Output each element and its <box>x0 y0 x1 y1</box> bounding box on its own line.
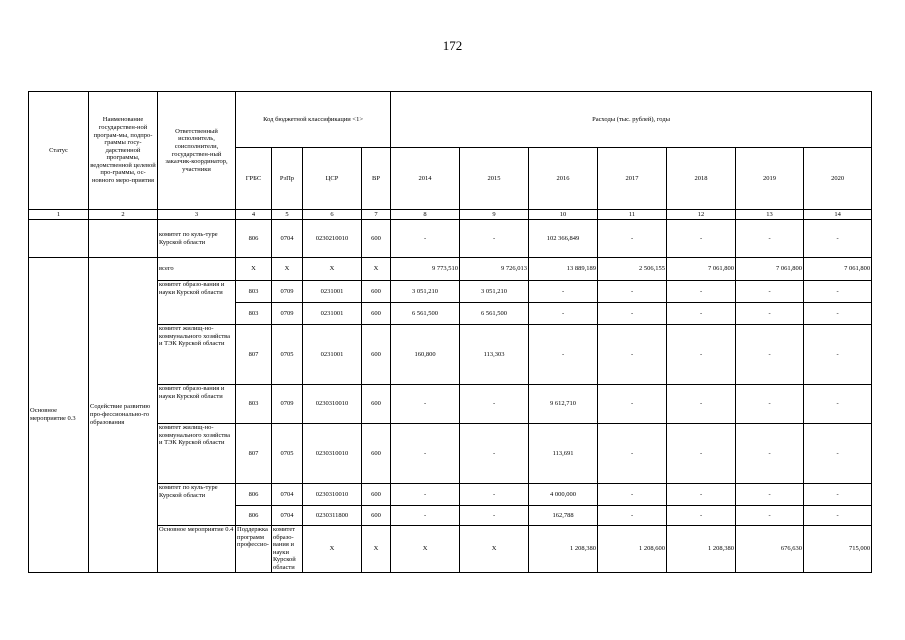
value-cell: - <box>667 281 736 303</box>
value-cell: - <box>736 220 804 258</box>
grbs-cell: 806 <box>236 506 272 526</box>
csr-cell: 0231001 <box>303 303 362 325</box>
value-cell: - <box>736 325 804 385</box>
header-name: Наименование государствен-ной програм-мы, подпро-граммы госу-дарственной программы, ведомственной целевой про-граммы, ос-новного меро-приятия <box>89 92 158 210</box>
vr-cell: 600 <box>362 303 391 325</box>
grbs-cell: 807 <box>236 424 272 484</box>
value-cell: - <box>598 325 667 385</box>
header-year: 2019 <box>736 148 804 210</box>
grbs-cell: 803 <box>236 385 272 424</box>
col-number: 12 <box>667 210 736 220</box>
vr-cell: 600 <box>362 424 391 484</box>
value-cell: 2 506,155 <box>598 258 667 281</box>
csr-cell: 0230210010 <box>303 220 362 258</box>
table-row <box>29 220 872 258</box>
responsible-cell: комитет образо-вания и науки Курской области <box>158 385 236 424</box>
grbs-cell: 803 <box>236 281 272 303</box>
responsible-cell: комитет жилищ-но-коммунального хозяйства и ТЭК Курской области <box>158 424 236 484</box>
rzpr-cell: 0709 <box>272 281 303 303</box>
value-cell: - <box>804 506 872 526</box>
page-number: 172 <box>442 38 463 53</box>
value-cell: - <box>667 484 736 506</box>
value-cell: 6 561,500 <box>391 303 460 325</box>
header-rzpr: РзПр <box>272 148 303 210</box>
csr-cell: 0231001 <box>303 325 362 385</box>
status-cell: Основное мероприятие 0.4 <box>158 526 236 573</box>
value-cell: 3 051,210 <box>391 281 460 303</box>
value-cell: 1 208,380 <box>667 526 736 573</box>
rzpr-cell: 0704 <box>272 220 303 258</box>
grbs-cell: 807 <box>236 325 272 385</box>
name-cell <box>89 220 158 258</box>
value-cell: - <box>667 506 736 526</box>
value-cell: - <box>598 281 667 303</box>
vr-cell: Х <box>460 526 529 573</box>
value-cell: - <box>598 424 667 484</box>
value-cell: - <box>804 424 872 484</box>
value-cell: - <box>460 385 529 424</box>
value-cell: - <box>529 281 598 303</box>
col-number: 2 <box>89 210 158 220</box>
value-cell: - <box>460 220 529 258</box>
vr-cell: 600 <box>362 484 391 506</box>
col-number: 9 <box>460 210 529 220</box>
header-responsible: Ответственный исполнитель, соисполнители, государствен-ный заказчик-координатор, участники <box>158 92 236 210</box>
csr-cell: Х <box>391 526 460 573</box>
value-cell: - <box>391 220 460 258</box>
value-cell: - <box>804 325 872 385</box>
value-cell: 9 726,013 <box>460 258 529 281</box>
rzpr-cell: 0705 <box>272 424 303 484</box>
value-cell: 13 889,189 <box>529 258 598 281</box>
value-cell: - <box>736 484 804 506</box>
value-cell: - <box>598 303 667 325</box>
value-cell: - <box>529 303 598 325</box>
value-cell: - <box>667 325 736 385</box>
value-cell: - <box>736 303 804 325</box>
header-grbs: ГРБС <box>236 148 272 210</box>
col-number: 7 <box>362 210 391 220</box>
value-cell: 162,788 <box>529 506 598 526</box>
value-cell: 7 061,800 <box>736 258 804 281</box>
header-kbk: Код бюджетной классификации <1> <box>236 92 391 148</box>
value-cell: 160,800 <box>391 325 460 385</box>
csr-cell: 0231001 <box>303 281 362 303</box>
csr-cell: 0230311800 <box>303 506 362 526</box>
vr-cell: 600 <box>362 385 391 424</box>
csr-cell: 0230310010 <box>303 484 362 506</box>
value-cell: 1 208,380 <box>529 526 598 573</box>
name-cell: Содействие развитию про-фессионально-го образования <box>89 258 158 573</box>
value-cell: 676,630 <box>736 526 804 573</box>
value-cell: - <box>804 281 872 303</box>
value-cell: - <box>804 303 872 325</box>
grbs-cell: 806 <box>236 220 272 258</box>
value-cell: 102 366,849 <box>529 220 598 258</box>
col-number: 10 <box>529 210 598 220</box>
value-cell: 113,303 <box>460 325 529 385</box>
rzpr-cell: 0709 <box>272 303 303 325</box>
header-year: 2018 <box>667 148 736 210</box>
value-cell: - <box>391 506 460 526</box>
responsible-cell: комитет образо-вания и науки Курской области <box>158 281 236 325</box>
col-number: 5 <box>272 210 303 220</box>
table-row <box>29 258 872 281</box>
col-number: 11 <box>598 210 667 220</box>
header-year: 2020 <box>804 148 872 210</box>
grbs-cell: Х <box>303 526 362 573</box>
value-cell: 7 061,800 <box>804 258 872 281</box>
value-cell: 715,000 <box>804 526 872 573</box>
value-cell: 3 051,210 <box>460 281 529 303</box>
csr-cell: 0230310010 <box>303 385 362 424</box>
header-year: 2017 <box>598 148 667 210</box>
value-cell: 1 208,600 <box>598 526 667 573</box>
budget-table <box>28 91 872 573</box>
value-cell: - <box>598 506 667 526</box>
header-year: 2015 <box>460 148 529 210</box>
responsible-cell: комитет образо-вания и науки Курской области <box>272 526 303 573</box>
col-number: 8 <box>391 210 460 220</box>
value-cell: - <box>598 385 667 424</box>
value-cell: - <box>460 424 529 484</box>
value-cell: - <box>529 325 598 385</box>
col-number: 1 <box>29 210 89 220</box>
value-cell: - <box>667 220 736 258</box>
value-cell: 4 000,000 <box>529 484 598 506</box>
responsible-cell: комитет жилищ-но-коммунального хозяйства и ТЭК Курской области <box>158 325 236 385</box>
rzpr-cell: 0709 <box>272 385 303 424</box>
vr-cell: 600 <box>362 325 391 385</box>
value-cell: - <box>391 484 460 506</box>
value-cell: 9 773,510 <box>391 258 460 281</box>
vr-cell: 600 <box>362 281 391 303</box>
responsible-cell: комитет по куль-туре Курской области <box>158 484 236 526</box>
value-cell: - <box>736 281 804 303</box>
value-cell: - <box>391 385 460 424</box>
rzpr-cell: 0705 <box>272 325 303 385</box>
col-number: 14 <box>804 210 872 220</box>
value-cell: - <box>391 424 460 484</box>
vr-cell: 600 <box>362 506 391 526</box>
csr-cell: 0230310010 <box>303 424 362 484</box>
rzpr-cell: Х <box>362 526 391 573</box>
value-cell: - <box>804 385 872 424</box>
value-cell: - <box>598 484 667 506</box>
value-cell: - <box>598 220 667 258</box>
rzpr-cell: 0704 <box>272 484 303 506</box>
rzpr-cell: Х <box>272 258 303 281</box>
value-cell: - <box>667 303 736 325</box>
header-csr: ЦСР <box>303 148 362 210</box>
value-cell: - <box>667 424 736 484</box>
value-cell: - <box>736 385 804 424</box>
header-status: Статус <box>29 92 89 210</box>
responsible-cell: комитет по куль-туре Курской области <box>158 220 236 258</box>
name-cell: Поддержка программ профессио- <box>236 526 272 573</box>
value-cell: - <box>736 424 804 484</box>
status-cell <box>29 220 89 258</box>
value-cell: 9 612,710 <box>529 385 598 424</box>
vr-cell: 600 <box>362 220 391 258</box>
value-cell: - <box>736 506 804 526</box>
value-cell: - <box>804 220 872 258</box>
value-cell: 113,691 <box>529 424 598 484</box>
value-cell: 7 061,800 <box>667 258 736 281</box>
header-expenses: Расходы (тыс. рублей), годы <box>391 92 872 148</box>
grbs-cell: 803 <box>236 303 272 325</box>
csr-cell: Х <box>303 258 362 281</box>
header-year: 2016 <box>529 148 598 210</box>
header-year: 2014 <box>391 148 460 210</box>
value-cell: 6 561,500 <box>460 303 529 325</box>
col-number: 6 <box>303 210 362 220</box>
rzpr-cell: 0704 <box>272 506 303 526</box>
grbs-cell: 806 <box>236 484 272 506</box>
value-cell: - <box>460 506 529 526</box>
value-cell: - <box>804 484 872 506</box>
vr-cell: Х <box>362 258 391 281</box>
col-number: 3 <box>158 210 236 220</box>
col-number: 4 <box>236 210 272 220</box>
grbs-cell: Х <box>236 258 272 281</box>
value-cell: - <box>460 484 529 506</box>
status-cell: Основное мероприятие 0.3 <box>29 258 89 573</box>
col-number: 13 <box>736 210 804 220</box>
value-cell: - <box>667 385 736 424</box>
header-vr: ВР <box>362 148 391 210</box>
responsible-cell: всего <box>158 258 236 281</box>
